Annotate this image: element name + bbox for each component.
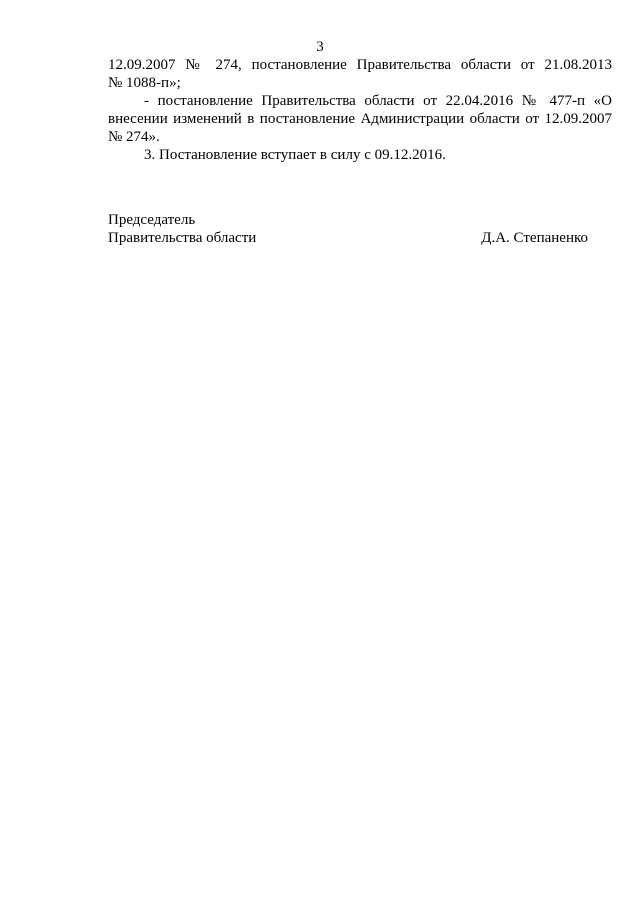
signatory-title-line-2: Правительства области xyxy=(108,230,257,246)
text-line: № 274». xyxy=(108,129,160,145)
document-body xyxy=(108,56,612,164)
signature-row xyxy=(108,229,588,247)
signature-block xyxy=(108,211,588,247)
paragraph-amendment xyxy=(108,92,612,146)
text-line: - постановление Правительства области от 22.04.2016 № 477-п «О xyxy=(144,93,612,109)
text-line: № 1088-п»; xyxy=(108,75,181,91)
paragraph-effective-date xyxy=(108,146,612,164)
paragraph-continuation xyxy=(108,56,612,92)
text-line: 12.09.2007 № 274, постановление Правительства области от 21.08.2013 xyxy=(108,57,612,73)
signatory-name: Д.А. Степаненко xyxy=(481,230,588,246)
text-line: 3. Постановление вступает в силу с 09.12.2016. xyxy=(144,147,446,163)
page-number: 3 xyxy=(316,39,324,55)
signatory-title-line-1: Председатель xyxy=(108,212,196,228)
text-line: внесении изменений в постановление Администрации области от 12.09.2007 xyxy=(108,111,612,127)
